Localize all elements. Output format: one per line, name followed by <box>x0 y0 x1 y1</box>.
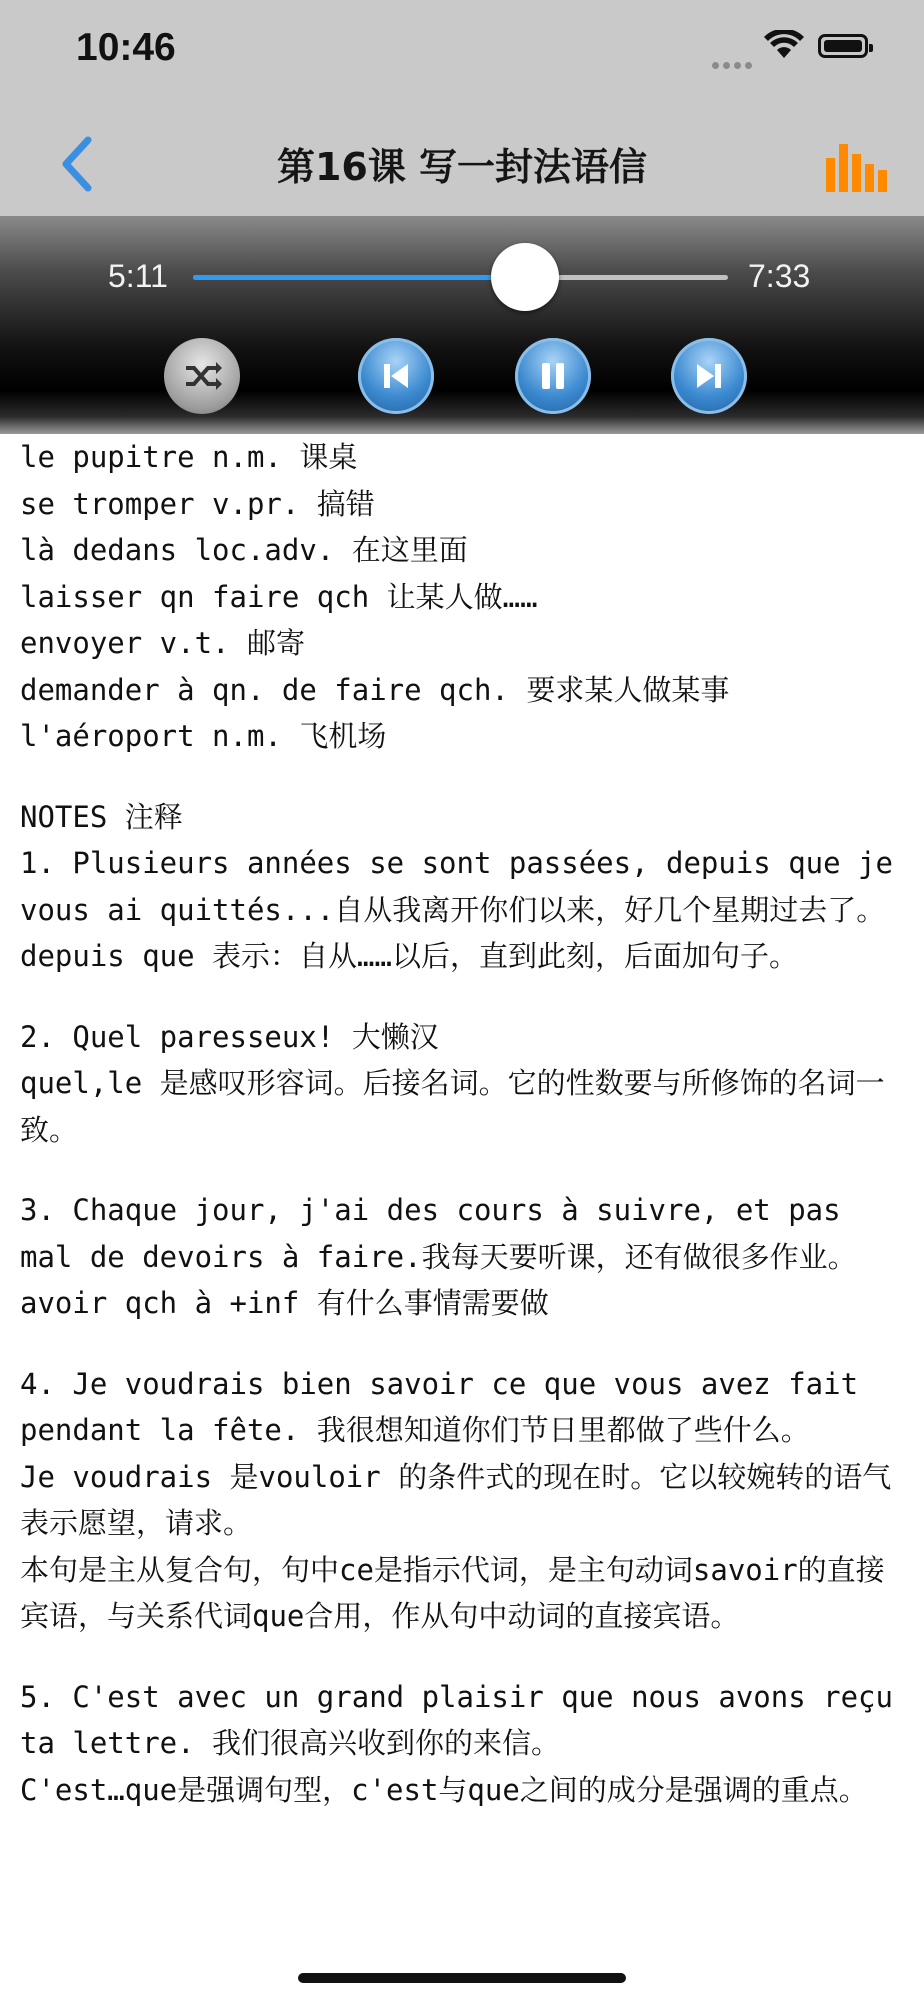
vocab-item: se tromper v.pr. 搞错 <box>20 486 375 521</box>
total-time: 7:33 <box>748 258 811 294</box>
wifi-icon <box>764 30 804 60</box>
pause-button[interactable] <box>515 338 591 414</box>
note-line: depuis que 表示：自从……以后，直到此刻，后面加句子。 <box>20 939 798 973</box>
vocab-item: là dedans loc.adv. 在这里面 <box>20 533 468 567</box>
shuffle-button[interactable] <box>164 338 240 414</box>
home-indicator[interactable] <box>298 1973 626 1983</box>
pause-icon <box>515 338 591 414</box>
note-line: C'est…que是强调句型，c'est与que之间的成分是强调的重点。 <box>20 1772 868 1807</box>
shuffle-icon <box>164 338 240 414</box>
page-title: 第16课 写一封法语信 <box>276 145 648 189</box>
note-line: quel,le 是感叹形容词。后接名词。它的性数要与所修饰的名词一致。 <box>20 1066 885 1147</box>
note-line: 2. Quel paresseux! 大懒汉 <box>20 1019 439 1054</box>
bar-chart-icon[interactable] <box>826 144 888 192</box>
progress-fill <box>193 275 525 280</box>
note-line: 5. C'est avec un grand plaisir que nous avons reçu ta lettre. 我们很高兴收到你的来信。 <box>20 1679 893 1760</box>
vocab-item: l'aéroport n.m. 飞机场 <box>20 719 387 753</box>
navigation-bar <box>0 110 924 217</box>
progress-slider[interactable] <box>193 275 728 280</box>
slider-thumb[interactable] <box>491 243 559 311</box>
note-line: 1. Plusieurs années se sont passées, depuis que je vous ai quittés...自从我离开你们以来，好几个星期过去了。 <box>20 846 893 927</box>
audio-player <box>0 216 924 434</box>
note-line: avoir qch à +inf 有什么事情需要做 <box>20 1286 549 1320</box>
vocab-item: le pupitre n.m. 课桌 <box>20 440 358 474</box>
next-button[interactable] <box>671 338 747 414</box>
notes-heading: NOTES 注释 <box>20 799 183 834</box>
skip-next-icon <box>671 338 747 414</box>
current-time: 5:11 <box>108 258 168 294</box>
previous-button[interactable] <box>358 338 434 414</box>
note-line: 4. Je voudrais bien savoir ce que vous avez fait pendant la fête. 我很想知道你们节日里都做了些什么。 <box>20 1366 859 1447</box>
skip-previous-icon <box>358 338 434 414</box>
vocab-item: demander à qn. de faire qch. 要求某人做某事 <box>20 672 730 707</box>
status-time: 10:46 <box>76 26 176 69</box>
note-line: 本句是主从复合句，句中ce是指示代词，是主句动词savoir的直接宾语，与关系代词que合用，作从句中动词的直接宾语。 <box>20 1552 885 1633</box>
note-line: 3. Chaque jour, j'ai des cours à suivre, et pas mal de devoirs à faire.我每天要听课，还有做很多作业。 <box>20 1193 857 1274</box>
lesson-text <box>20 434 904 1813</box>
vocab-item: envoyer v.t. 邮寄 <box>20 626 305 660</box>
signal-icon <box>712 54 756 73</box>
battery-icon <box>818 34 868 58</box>
vocab-item: laisser qn faire qch 让某人做…… <box>20 579 538 614</box>
note-line: Je voudrais 是vouloir 的条件式的现在时。它以较婉转的语气表示愿望，请求。 <box>20 1459 892 1540</box>
status-bar <box>0 0 924 110</box>
